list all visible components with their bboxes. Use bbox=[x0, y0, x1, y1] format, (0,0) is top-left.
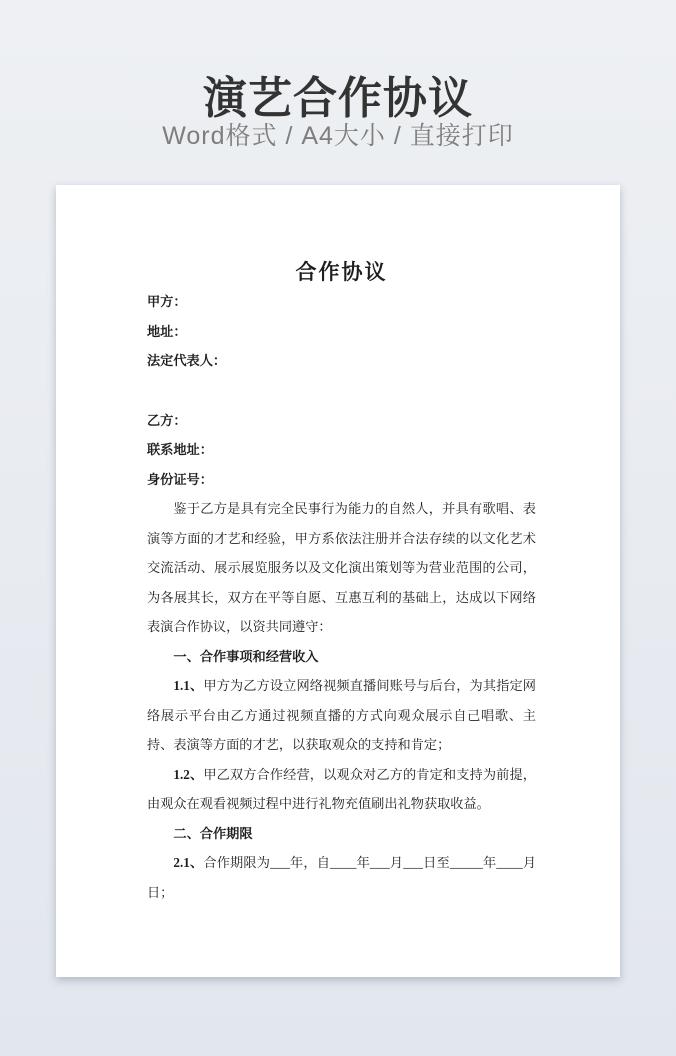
clause-2-1-number: 2.1、 bbox=[173, 855, 204, 870]
party-a-name-label: 甲方： bbox=[147, 294, 187, 309]
section-2-heading: 二、合作期限 bbox=[173, 825, 253, 841]
clause-1-2-text: 甲乙双方合作经营，以观众对乙方的肯定和支持为前提，由观众在观看视频过程中进行礼物充值刷出礼物获取收益。 bbox=[147, 766, 536, 811]
page-header bbox=[0, 0, 676, 150]
party-a-block bbox=[147, 287, 536, 376]
section-1-heading: 一、合作事项和经营收入 bbox=[173, 648, 319, 664]
party-b-name-label: 乙方： bbox=[147, 412, 187, 428]
document-page bbox=[56, 185, 620, 977]
document-title: 合作协议 bbox=[295, 260, 388, 284]
clause-1-2 bbox=[147, 760, 536, 819]
clause-2-1 bbox=[147, 848, 536, 907]
clause-1-2-number: 1.2、 bbox=[173, 766, 204, 782]
page-subtitle: Word格式 / A4大小 / 直接打印 bbox=[162, 122, 514, 150]
party-b-address-label: 联系地址： bbox=[147, 442, 213, 457]
party-b-id-label: 身份证号： bbox=[147, 471, 213, 487]
clause-2-1-text: 合作期限为___年，自____年___月___日至_____年____月日； bbox=[147, 855, 537, 900]
clause-1-1 bbox=[147, 671, 536, 760]
party-a-representative-label: 法定代表人： bbox=[147, 353, 227, 368]
party-b-block bbox=[147, 406, 536, 495]
page-title: 演艺合作协议 bbox=[203, 74, 473, 123]
party-a-address-label: 地址： bbox=[147, 323, 187, 339]
clause-1-1-text: 甲方为乙方设立网络视频直播间账号与后台，为其指定网络展示平台由乙方通过视频直播的方式向观众展示自己唱歌、主持、表演等方面的才艺，以获取观众的支持和肯定； bbox=[147, 678, 536, 752]
document-body bbox=[147, 287, 536, 907]
preamble-paragraph: 鉴于乙方是具有完全民事行为能力的自然人，并具有歌唱、表演等方面的才艺和经验，甲方系依法注册并合法存续的以文化艺术交流活动、展示展览服务以及文化演出策划等为营业范围的公司，为各展其长，双方在平等自愿、互惠互利的基础上，达成以下网络表演合作协议，以资共同遵守： bbox=[147, 501, 536, 634]
clause-1-1-number: 1.1、 bbox=[173, 678, 204, 693]
